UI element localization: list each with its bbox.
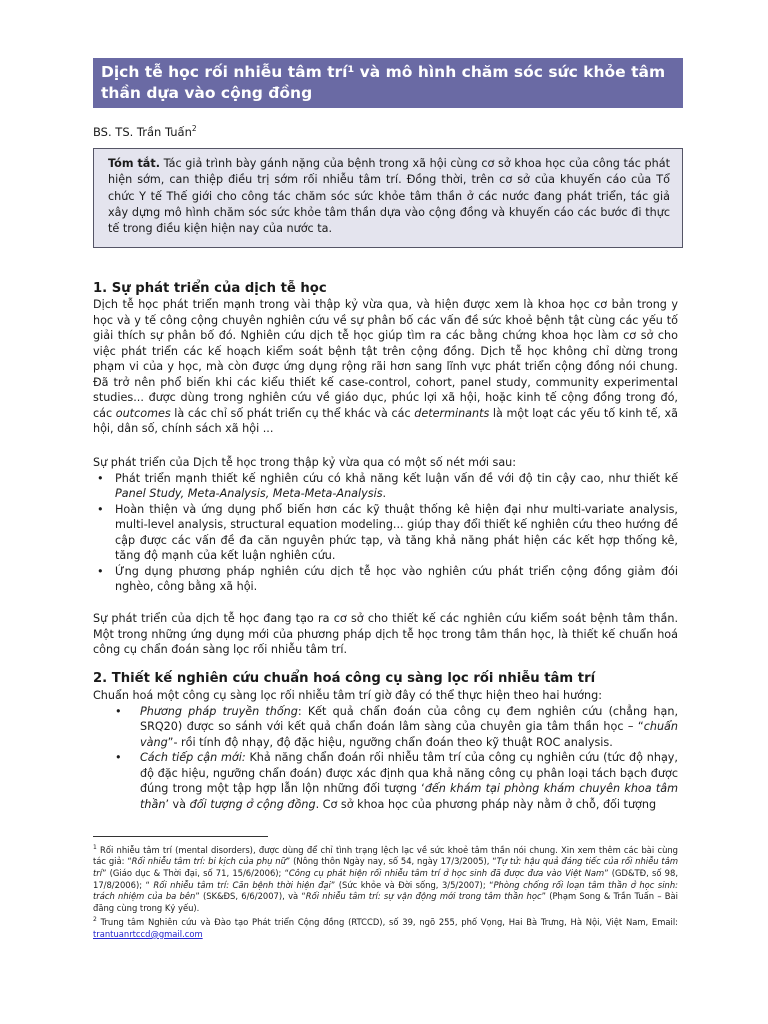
section-2-bullet-list	[93, 704, 678, 813]
section-2-body	[93, 688, 678, 812]
email-link[interactable]: trantuanrtccd@gmail.com	[93, 928, 203, 939]
footnote-1: $^1$ Rối nhiễu tâm trí (mental disorders), được dùng để chỉ tình trạng lệch lạc về sức khoẻ tâm thần nói chung. Xin xem thêm các bài cùng tác giả: “Rối nhiễu tâm trí: bi kịch của phụ nữ” (Nông thôn Ngày nay, số 54, ngày 17/3/2005), “Tự tử: hậu quả đáng tiếc của rối nhiễu tâm trí” (Giáo dục & Thời đại, số 71, 15/6/2006); “Công cụ phát hiện rối nhiễu tâm trí ở học sinh đã được đưa vào Việt Nam” (GD&TĐ, số 98, 17/8/2006); “ Rối nhiễu tâm trí: Căn bệnh thời hiện đại” (Sức khỏe và Đời sống, 3/5/2007); “Phòng chống rối loạn tâm thần ở học sinh: trách nhiệm của ba bên” (SK&ĐS, 6/6/2007), và “Rối nhiễu tâm trí: sự vận động mới trong tâm thần học” (Phạm Song & Trần Tuấn – Bài đăng cùng trong Kỷ yếu).	[93, 844, 678, 913]
footnote-separator	[93, 836, 268, 837]
abstract-box	[93, 148, 683, 248]
term-determinants: determinants	[414, 406, 490, 420]
list-item: • Hoàn thiện và ứng dụng phổ biến hơn các kỹ thuật thống kê hiện đại như multi-variate analysis, multi-level analysis, structural equation modeling... giúp thay đổi thiết kế nghiên cứu theo hướng đề cập được các vấn đề đa căn nguyên phức tạp, và tăng khả năng phát hiện các kết hợp thống kê, tăng độ mạnh của kết luận nghiên cứu.	[93, 502, 678, 564]
abstract-text: Tác giả trình bày gánh nặng của bệnh trong xã hội cùng cơ sở khoa học của công tác phát hiện sớm, can thiệp điều trị sớm rối nhiễu tâm trí. Đồng thời, trên cơ sở của khuyến cáo của Tổ chức Y tế Thế giới cho công tác chăm sóc sức khỏe tâm thần ở các nước đang phát triển, tác giả xây dựng mô hình chăm sóc sức khỏe tâm thần dựa vào cộng đồng và khuyến cáo các bước đi thực tế trong điều kiện hiện nay của nước ta.	[108, 157, 670, 236]
list-item: • Ứng dụng phương pháp nghiên cứu dịch tễ học vào nghiên cứu phát triển cộng đồng giảm đói nghèo, công bằng xã hội.	[93, 564, 678, 595]
section-1-paragraph-3: Sự phát triển của dịch tễ học đang tạo ra cơ sở cho thiết kế các nghiên cứu kiểm soát bệnh tâm thần. Một trong những ứng dụng mới của phương pháp dịch tễ học trong tâm thần học, là thiết kế chuẩn hoá công cụ chẩn đoán sàng lọc rối nhiễu tâm trí.	[93, 612, 678, 656]
author-name: BS. TS. Trần Tuấn	[93, 124, 192, 139]
section-1-heading: 1. Sự phát triển của dịch tễ học	[93, 281, 327, 296]
list-item: • Phát triển mạnh thiết kế nghiên cứu có khả năng kết luận vấn đề với độ tin cậy cao, như thiết kế Panel Study, Meta-Analysis, Meta-Meta-Analysis.	[93, 471, 678, 502]
section-1-bullet-list	[93, 471, 678, 595]
list-item: • Cách tiếp cận mới: Khả năng chẩn đoán rối nhiễu tâm trí của công cụ nghiên cứu (tức độ nhạy, độ đặc hiệu, ngưỡng chẩn đoán) được xác định qua khả năng công cụ phân loại tách bạch được đúng trong một tập hợp lẫn lộn những đối tượng ‘đến khám tại phòng khám chuyên khoa tâm thần’ và đối tượng ở cộng đồng. Cơ sở khoa học của phương pháp này nằm ở chỗ, đối tượng	[93, 750, 678, 812]
footnote-2: $^2$ Trung tâm Nghiên cứu và Đào tạo Phát triển Cộng đồng (RTCCD), số 39, ngõ 255, phố Vọng, Hai Bà Trưng, Hà Nội, Việt Nam, Email: trantuanrtccd@gmail.com	[93, 916, 678, 939]
section-2-heading: 2. Thiết kế nghiên cứu chuẩn hoá công cụ sàng lọc rối nhiễu tâm trí	[93, 671, 596, 686]
paper-title: Dịch tễ học rối nhiễu tâm trí¹ và mô hình chăm sóc sức khỏe tâm thần dựa vào cộng đồng	[93, 58, 683, 108]
section-1-bullets-block	[93, 455, 678, 595]
author-footnote-ref[interactable]: 2	[191, 124, 197, 133]
section-1-paragraph-1: Dịch tễ học phát triển mạnh trong vài thập kỷ vừa qua, và hiện được xem là khoa học cơ bản trong y học và y tế công cộng chuyên nghiên cứu về sự phân bố các vấn đề sức khoẻ bệnh tật cùng các yếu tố giải thích sự phân bố đó. Nghiên cứu dịch tễ học giúp tìm ra các bằng chứng khoa học làm cơ sở cho việc phát triển các kế hoạch kiểm soát bệnh tật trên cộng đồng. Dịch tễ học không chỉ dừng trong phạm vi của y học, mà còn được ứng dụng rộng rãi hơn sang lĩnh vực phát triển cộng đồng nói chung. Đã trở nên phổ biến khi các kiểu thiết kế case-control, cohort, panel study, community experimental studies... được dùng trong nghiên cứu về giáo dục, phúc lợi xã hội, hoặc kinh tế cộng đồng trong đó, các outcomes là các chỉ số phát triển cụ thể khác và các determinants là một loạt các yếu tố kinh tế, xã hội, dân số, chính sách xã hội ...	[93, 298, 678, 435]
section-1-bullets-intro: Sự phát triển của Dịch tễ học trong thập kỷ vừa qua có một số nét mới sau:	[93, 456, 517, 469]
footnotes	[93, 842, 678, 940]
abstract-label: Tóm tắt.	[108, 157, 160, 170]
section-2-intro: Chuẩn hoá một công cụ sàng lọc rối nhiễu tâm trí giờ đây có thể thực hiện theo hai hướng:	[93, 689, 603, 702]
list-item: • Phương pháp truyền thống: Kết quả chẩn đoán của công cụ đem nghiên cứu (chẳng hạn, SRQ20) được so sánh với kết quả chẩn đoán lâm sàng của chuyên gia tâm thần học – “chuẩn vàng”- rồi tính độ nhạy, độ đặc hiệu, ngưỡng chẩn đoán theo kỹ thuật ROC analysis.	[93, 704, 678, 751]
term-outcomes: outcomes	[115, 406, 171, 420]
author-line	[93, 124, 197, 139]
